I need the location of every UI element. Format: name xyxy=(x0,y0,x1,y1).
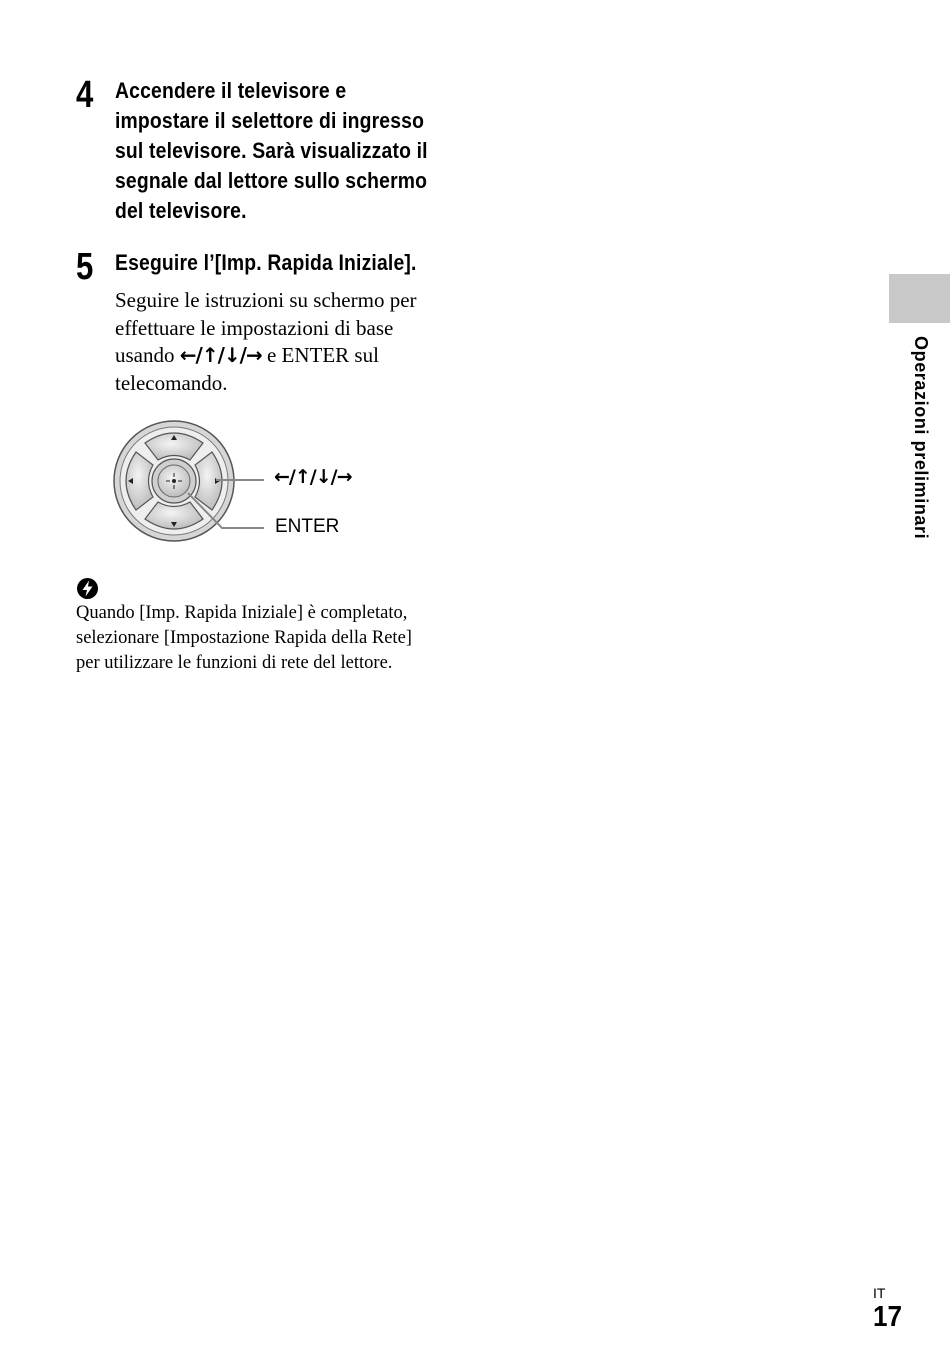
arrow-keys-glyphs: ←/↑/↓/→ xyxy=(179,343,262,367)
section-label: Operazioni preliminari xyxy=(911,336,931,540)
body-text: usando xyxy=(115,343,180,367)
step-title-line: Eseguire l’[Imp. Rapida Iniziale]. xyxy=(115,250,417,275)
step-title-line: del televisore. xyxy=(115,198,247,223)
step-title xyxy=(115,76,428,226)
body-line xyxy=(115,342,460,370)
hint-line: selezionare [Impostazione Rapida della Rete] xyxy=(76,628,412,648)
hint-text xyxy=(76,601,456,676)
step-number: 4 xyxy=(76,74,94,116)
step-body xyxy=(115,287,460,397)
hint-line: per utilizzare le funzioni di rete del lettore. xyxy=(76,653,393,673)
arrow-keys-label: ←/↑/↓/→ xyxy=(274,466,352,488)
enter-label: ENTER xyxy=(275,516,340,537)
step-title xyxy=(115,248,425,278)
body-line: telecomando. xyxy=(115,370,228,395)
page-number: 17 xyxy=(873,1301,903,1333)
step-title-line: sul televisore. Sarà visualizzato il xyxy=(115,138,428,163)
step-title-line: Accendere il televisore e xyxy=(115,78,347,103)
hint-icon xyxy=(76,577,99,600)
body-text: e ENTER sul xyxy=(261,343,379,367)
hint-line: Quando [Imp. Rapida Iniziale] è completato, xyxy=(76,603,408,623)
section-tab-marker xyxy=(889,274,950,323)
step-title-line: segnale dal lettore sullo schermo xyxy=(115,168,428,193)
body-line: effettuare le impostazioni di base xyxy=(115,315,394,340)
step-number: 5 xyxy=(76,246,94,288)
step-title-line: impostare il selettore di ingresso xyxy=(115,108,425,133)
language-code: IT xyxy=(873,1285,886,1301)
body-line: Seguire le istruzioni su schermo per xyxy=(115,288,417,312)
